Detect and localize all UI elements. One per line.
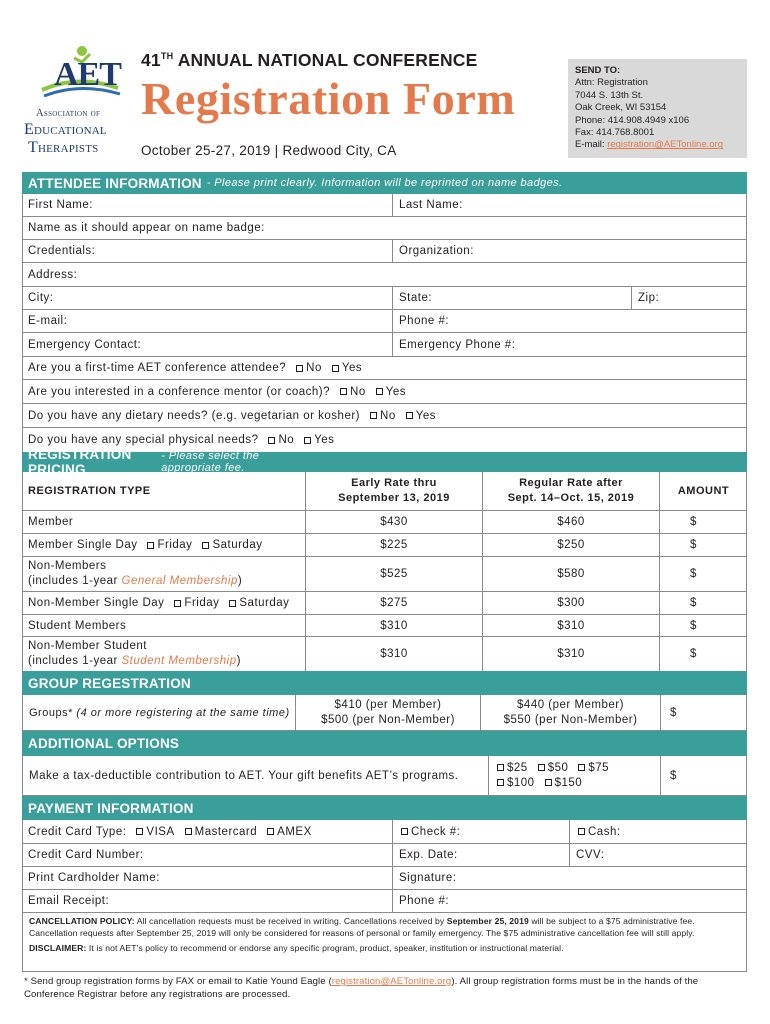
card-type-label: Credit Card Type: — [28, 825, 127, 838]
emergency-phone-label: Emergency Phone #: — [399, 338, 516, 351]
regular-price — [482, 511, 659, 533]
emergency-contact-label: Emergency Contact: — [28, 338, 142, 351]
send-to-email-label: E-mail: — [575, 139, 608, 151]
early-price — [305, 557, 482, 591]
group-label-text: Groups* — [29, 706, 73, 719]
sublabel-post: ) — [236, 655, 241, 667]
contribution-label — [23, 756, 459, 795]
row-label: Non-Member Single Day — [28, 597, 165, 609]
pricing-header-row — [22, 472, 747, 511]
contribution-75-label: $75 — [588, 761, 610, 774]
q1-label: Are you a first-time AET conference attendee? — [28, 362, 287, 374]
col-early-rate — [305, 472, 482, 510]
additional-section-header — [22, 731, 747, 756]
regular-price — [482, 534, 659, 556]
first-name-label: First Name: — [28, 199, 93, 211]
contribution-text: Make a tax-deductible contribution to AET. Your gift benefits AET’s programs. — [29, 769, 459, 782]
exp-date-field[interactable] — [392, 844, 458, 866]
row-city — [22, 287, 747, 310]
group-early-2: $500 (per Non-Member) — [321, 713, 455, 726]
pricing-subtitle: - Please select the appropriate fee. — [161, 450, 260, 474]
organization-label: Organization: — [399, 245, 474, 257]
row-label: Member Single Day — [28, 539, 138, 551]
mastercard-label: Mastercard — [194, 825, 258, 838]
group-regular-price — [480, 695, 660, 730]
dollar-sign: $ — [670, 769, 677, 782]
send-to-phone: Phone: 414.908.4949 x106 — [575, 114, 690, 126]
send-to-line1: Attn: Registration — [575, 77, 648, 89]
cash-checkbox[interactable] — [578, 828, 585, 835]
q4-label: Do you have any special physical needs? — [28, 434, 259, 446]
conference-title-text: ANNUAL NATIONAL CONFERENCE — [177, 50, 478, 70]
cash-label: Cash: — [588, 825, 621, 838]
phone-label: Phone #: — [399, 315, 450, 327]
amount-field[interactable] — [659, 511, 747, 533]
note-email-link[interactable]: registration@AETonline.org — [331, 976, 452, 987]
city-label: City: — [28, 292, 54, 304]
logo-org-line2: Educational — [24, 121, 107, 138]
row-label: Student Members — [28, 619, 127, 632]
group-title: GROUP REGESTRATION — [28, 675, 191, 691]
group-label-italic: (4 or more registering at the same time) — [76, 706, 290, 719]
early-price-value: $275 — [380, 597, 408, 609]
amex-checkbox[interactable] — [267, 828, 274, 835]
saturday-checkbox[interactable] — [202, 542, 209, 549]
date-location: October 25-27, 2019 | Redwood City, CA — [141, 143, 397, 158]
cancellation-date: September 25, 2019 — [446, 916, 529, 926]
regular-price-value: $310 — [557, 648, 585, 660]
dollar-sign: $ — [690, 516, 697, 528]
email-field[interactable] — [22, 310, 67, 332]
card-number-field[interactable] — [22, 844, 144, 866]
visa-checkbox[interactable] — [136, 828, 143, 835]
friday-label: Friday — [184, 597, 220, 609]
attendee-section-header — [22, 172, 747, 194]
row-sublabel — [28, 574, 242, 589]
early-price — [305, 511, 482, 533]
contribution-50-checkbox[interactable] — [538, 764, 545, 771]
exp-date-label: Exp. Date: — [399, 849, 458, 861]
logo-org-line3: Therapists — [28, 139, 99, 156]
q1-no-checkbox[interactable] — [296, 365, 303, 372]
cancellation-text1: All cancellation requests must be received in writing. Cancellations received by — [134, 916, 447, 926]
disclaimer — [29, 942, 740, 954]
row-badge — [22, 217, 747, 240]
contribution-100-label: $100 — [507, 776, 535, 789]
pricing-header-teal-fill — [305, 452, 747, 472]
state-label: State: — [399, 292, 433, 304]
badge-name-field[interactable] — [22, 217, 265, 239]
row-email — [22, 310, 747, 333]
regular-price — [482, 592, 659, 614]
q4-yes-label: Yes — [314, 434, 335, 446]
cvv-field[interactable] — [569, 844, 604, 866]
row-q3 — [22, 404, 747, 428]
saturday-checkbox[interactable] — [229, 600, 236, 607]
pricing-row-member — [22, 511, 747, 534]
attendee-title: ATTENDEE INFORMATION — [28, 175, 202, 191]
footer-box — [22, 913, 747, 972]
check-label: Check #: — [411, 825, 461, 838]
early-price-value: $310 — [380, 648, 408, 660]
group-label — [23, 695, 290, 730]
additional-row — [22, 756, 747, 796]
badge-name-label: Name as it should appear on name badge: — [28, 222, 265, 234]
additional-title: ADDITIONAL OPTIONS — [28, 736, 180, 751]
disclaimer-text: It is not AET’s policy to recommend or endorse any specific program, product, speaker, institution or instructional material. — [86, 943, 564, 953]
row-q1 — [22, 357, 747, 380]
sublabel-pre: (includes 1-year — [28, 655, 122, 667]
conference-number: 41 — [141, 50, 161, 70]
email-receipt-field[interactable] — [22, 890, 109, 912]
send-to-line2: 7044 S. 13th St. — [575, 89, 644, 101]
regular-price — [482, 615, 659, 636]
signature-field[interactable] — [392, 867, 456, 889]
q3-label: Do you have any dietary needs? (e.g. vegetarian or kosher) — [28, 409, 361, 422]
emergency-phone-field[interactable] — [392, 333, 515, 356]
visa-label: VISA — [146, 825, 175, 838]
last-name-field[interactable] — [392, 194, 463, 216]
address-label: Address: — [28, 268, 78, 281]
note-post: ). All group registration forms must be in the hands of the Conference Registrar before any registrations are processed. — [24, 976, 699, 1000]
card-number-label: Credit Card Number: — [28, 849, 144, 861]
col-type-label: REGISTRATION TYPE — [28, 485, 151, 497]
email-receipt-label: Email Receipt: — [28, 895, 110, 907]
q2-yes-checkbox[interactable] — [376, 388, 383, 395]
pricing-title: REGISTRATION PRICING — [28, 447, 132, 477]
cancellation-policy — [29, 915, 740, 939]
cardholder-label: Print Cardholder Name: — [28, 872, 160, 884]
student-membership-link[interactable]: Student Membership — [121, 655, 237, 667]
q2-no-checkbox[interactable] — [340, 388, 347, 395]
payment-row-card-number — [22, 844, 747, 867]
q2-yes-label: Yes — [385, 385, 406, 398]
friday-checkbox[interactable] — [147, 542, 154, 549]
contribution-options — [488, 756, 660, 795]
phone-field[interactable] — [392, 310, 449, 332]
row-credentials — [22, 240, 747, 263]
dollar-sign: $ — [690, 597, 697, 609]
pricing-row-member-single-day — [22, 534, 747, 557]
state-field[interactable] — [392, 287, 432, 309]
saturday-label: Saturday — [239, 597, 290, 609]
pricing-row-non-members — [22, 557, 747, 592]
regular-price — [482, 557, 659, 591]
last-name-label: Last Name: — [399, 199, 463, 211]
first-name-field[interactable] — [22, 194, 93, 216]
regular-price-value: $300 — [557, 597, 585, 609]
contribution-50-label: $50 — [547, 761, 569, 774]
q4-no-label: No — [278, 434, 295, 446]
early-price — [305, 592, 482, 614]
general-membership-link[interactable]: General Membership — [121, 575, 238, 587]
col-regular-1: Regular Rate after — [519, 477, 623, 489]
zip-label: Zip: — [638, 292, 660, 304]
early-price — [305, 637, 482, 671]
send-to-fax: Fax: 414.768.8001 — [575, 127, 655, 139]
q1-yes-checkbox[interactable] — [332, 365, 339, 372]
send-to-box — [568, 59, 747, 158]
q4-yes-checkbox[interactable] — [304, 437, 311, 444]
early-price — [305, 534, 482, 556]
cash-field — [569, 820, 621, 843]
cancellation-text2: will be subject to a $75 administrative fee. Cancellation requests after September 25, 2019 will only be considered for reasons of personal or family emergency. The $75 administrative cancellation fee will still apply. — [29, 916, 695, 938]
q2-label: Are you interested in a conference mentor (or coach)? — [28, 385, 331, 398]
amount-field[interactable] — [659, 592, 747, 614]
amex-label: AMEX — [277, 825, 312, 838]
payment-phone-label: Phone #: — [399, 895, 450, 907]
regular-price-value: $460 — [557, 516, 585, 528]
group-early-price — [295, 695, 480, 730]
payment-section-header — [22, 796, 747, 820]
send-to-email-link[interactable]: registration@AETonline.org — [607, 139, 723, 151]
col-amount-label: AMOUNT — [677, 485, 730, 497]
check-field — [392, 820, 460, 843]
contribution-25-checkbox[interactable] — [497, 764, 504, 771]
sublabel-pre: (includes 1-year — [28, 575, 122, 587]
send-to-label: SEND TO: — [575, 65, 621, 76]
col-registration-type — [22, 472, 151, 510]
regular-price — [482, 637, 659, 671]
dollar-sign: $ — [690, 619, 697, 632]
q3-no-checkbox[interactable] — [370, 412, 377, 419]
row-emergency — [22, 333, 747, 357]
q1-no-label: No — [306, 362, 322, 374]
form-title: Registration Form — [141, 73, 516, 124]
cancellation-label: CANCELLATION POLICY: — [29, 916, 135, 926]
credentials-label: Credentials: — [28, 245, 96, 257]
q2-no-label: No — [350, 385, 366, 398]
group-note — [24, 975, 746, 1001]
col-amount — [659, 472, 747, 510]
dollar-sign: $ — [690, 648, 697, 660]
zip-field[interactable] — [631, 287, 659, 309]
dollar-sign: $ — [690, 539, 697, 551]
q3-yes-checkbox[interactable] — [406, 412, 413, 419]
row-label: Non-Members — [28, 560, 107, 572]
group-amount-field[interactable] — [660, 695, 747, 730]
friday-label: Friday — [157, 539, 193, 551]
city-field[interactable] — [22, 287, 54, 309]
dollar-sign: $ — [690, 568, 697, 580]
mastercard-checkbox[interactable] — [185, 828, 192, 835]
row-label: Non-Member Student — [28, 640, 147, 652]
amount-field[interactable] — [659, 557, 747, 591]
conference-sup: TH — [160, 51, 174, 62]
early-price-value: $430 — [380, 516, 408, 528]
cvv-label: CVV: — [576, 849, 605, 861]
conference-title — [141, 50, 478, 71]
col-regular-2: Sept. 14–Oct. 15, 2019 — [507, 492, 635, 504]
q1-yes-label: Yes — [341, 362, 363, 374]
q4-no-checkbox[interactable] — [268, 437, 275, 444]
early-price-value: $310 — [380, 619, 408, 632]
row-q2 — [22, 380, 747, 404]
pricing-section-header — [22, 447, 305, 477]
col-early-2: September 13, 2019 — [338, 492, 450, 504]
group-regular-1: $440 (per Member) — [517, 698, 624, 711]
contribution-75-checkbox[interactable] — [578, 764, 585, 771]
logo — [22, 44, 134, 162]
dollar-sign: $ — [670, 706, 677, 719]
attendee-subtitle: - Please print clearly. Information will be reprinted on name badges. — [206, 177, 563, 189]
early-price-value: $225 — [380, 539, 408, 551]
amount-field[interactable] — [659, 534, 747, 556]
regular-price-value: $580 — [557, 568, 585, 580]
saturday-label: Saturday — [212, 539, 263, 551]
check-checkbox[interactable] — [401, 828, 408, 835]
payment-row-cardholder — [22, 867, 747, 890]
credentials-field[interactable] — [22, 240, 95, 262]
group-section-header — [22, 671, 747, 695]
col-early-1: Early Rate thru — [351, 477, 437, 489]
group-early-1: $410 (per Member) — [334, 698, 442, 711]
payment-row-card-type — [22, 820, 747, 844]
friday-checkbox[interactable] — [174, 600, 181, 607]
amount-field[interactable] — [659, 615, 747, 636]
pricing-row-student-members — [22, 615, 747, 637]
payment-title: PAYMENT INFORMATION — [28, 800, 194, 816]
amount-field[interactable] — [659, 637, 747, 671]
early-price — [305, 615, 482, 636]
contribution-150-checkbox[interactable] — [545, 779, 552, 786]
col-regular-rate — [482, 472, 659, 510]
q3-no-label: No — [380, 409, 396, 422]
logo-letters: AET — [54, 56, 121, 93]
payment-row-email-receipt — [22, 890, 747, 913]
emergency-contact-field[interactable] — [22, 333, 141, 356]
send-to-email-line — [575, 139, 747, 151]
q3-yes-label: Yes — [415, 409, 436, 422]
row-label: Member — [28, 516, 74, 528]
email-label: E-mail: — [28, 315, 68, 327]
contribution-25-label: $25 — [507, 761, 528, 774]
contribution-amount-field[interactable] — [660, 756, 747, 795]
address-field[interactable] — [22, 263, 77, 286]
early-price-value: $525 — [380, 568, 408, 580]
row-name — [22, 194, 747, 217]
send-to-line3: Oak Creek, WI 53154 — [575, 102, 667, 114]
contribution-100-checkbox[interactable] — [497, 779, 504, 786]
group-regular-2: $550 (per Non-Member) — [503, 713, 638, 726]
pricing-row-non-member-single-day — [22, 592, 747, 615]
pricing-row-non-member-student — [22, 637, 747, 671]
group-row — [22, 695, 747, 731]
contribution-150-label: $150 — [554, 776, 583, 789]
regular-price-value: $310 — [557, 619, 585, 632]
signature-label: Signature: — [399, 872, 457, 884]
row-sublabel — [28, 654, 241, 669]
note-pre: * Send group registration forms by FAX or email to Katie Yound Eagle ( — [24, 976, 332, 987]
cardholder-field[interactable] — [22, 867, 160, 889]
organization-field[interactable] — [392, 240, 474, 262]
logo-org-line1: Association of — [36, 108, 101, 119]
disclaimer-label: DISCLAIMER: — [29, 943, 87, 953]
sublabel-post: ) — [237, 575, 243, 587]
regular-price-value: $250 — [557, 539, 585, 551]
row-address — [22, 263, 747, 287]
payment-phone-field[interactable] — [392, 890, 449, 912]
